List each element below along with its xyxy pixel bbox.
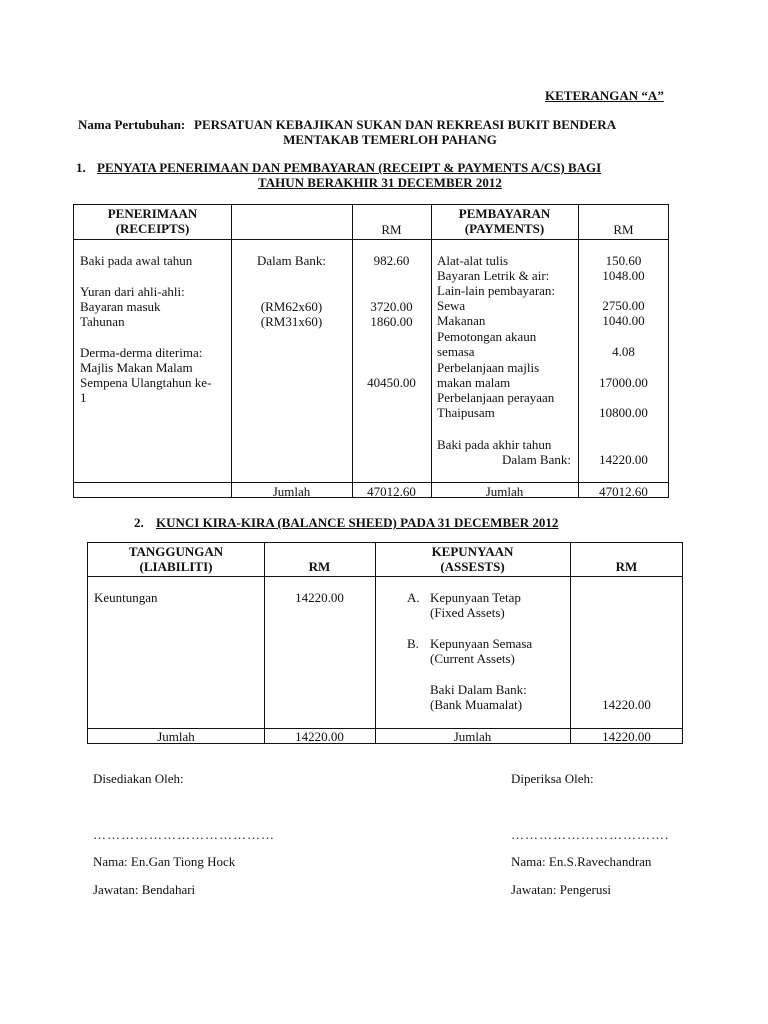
receipts-payments-table — [73, 204, 669, 498]
assets-header-line2: (ASSESTS) — [440, 559, 505, 574]
annual-fee-calc: (RM31x60) — [260, 314, 323, 329]
member-fees-label: Yuran dari ahli-ahli: — [80, 284, 185, 299]
other-payments-label: Lain-lain pembayaran: — [437, 283, 556, 298]
fixed-assets-line1: Kepunyaan Tetap — [430, 590, 521, 605]
liabilities-header-line1: TANGGUNGAN — [128, 544, 224, 559]
assets-rm-header: RM — [615, 559, 638, 574]
fixed-assets-marker: A. — [407, 590, 420, 605]
liabilities-total-amount: 14220.00 — [295, 729, 344, 744]
utilities-amount: 1048.00 — [602, 268, 645, 283]
section2-number: 2. — [134, 515, 144, 530]
stationery-amount: 150.60 — [605, 253, 642, 268]
current-assets-line2: (Current Assets) — [430, 651, 515, 666]
dinner-line1: Majlis Makan Malam — [80, 360, 193, 375]
payments-header-line1: PEMBAYARAN — [458, 206, 551, 221]
entry-fee-calc: (RM62x60) — [260, 299, 323, 314]
dinner-amount: 40450.00 — [367, 375, 416, 390]
prepared-by-position: Jawatan: Bendahari — [93, 882, 196, 897]
checked-by-label: Diperiksa Oleh: — [511, 771, 594, 786]
receipts-total-label: Jumlah — [272, 484, 311, 499]
receipts-total-amount: 47012.60 — [367, 484, 416, 499]
bank-balance-line2: (Bank Muamalat) — [430, 697, 523, 712]
closing-balance-amount: 14220.00 — [599, 452, 648, 467]
food-amount: 1040.00 — [602, 313, 645, 328]
festival-line1: Perbelanjaan perayaan — [437, 390, 555, 405]
checked-signature-line: ……………………………. — [511, 827, 670, 842]
dinner-line2: Sempena Ulangtahun ke- — [80, 375, 212, 390]
section1-number: 1. — [76, 160, 86, 175]
checked-by-name: Nama: En.S.Ravechandran — [511, 854, 652, 869]
dinner-line3: 1 — [80, 390, 87, 405]
payments-total-label: Jumlah — [485, 484, 524, 499]
closing-balance-label: Baki pada akhir tahun — [437, 437, 552, 452]
prepared-by-name: Nama: En.Gan Tiong Hock — [93, 854, 236, 869]
section1-title-line2: TAHUN BERAKHIR 31 DECEMBER 2012 — [258, 175, 502, 190]
checked-by-position: Jawatan: Pengerusi — [511, 882, 612, 897]
dinner-expense-amount: 17000.00 — [599, 375, 648, 390]
assets-header-line1: KEPUNYAAN — [431, 544, 514, 559]
section2-title: KUNCI KIRA-KIRA (BALANCE SHEED) PADA 31 DECEMBER 2012 — [156, 515, 559, 530]
receipts-rm-header: RM — [381, 222, 402, 237]
annual-fee-amount: 1860.00 — [370, 314, 413, 329]
stationery-label: Alat-alat tulis — [437, 253, 509, 268]
liabilities-rm-header: RM — [308, 559, 331, 574]
current-assets-line1: Kepunyaan Semasa — [430, 636, 533, 651]
deduction-amount: 4.08 — [612, 344, 635, 359]
festival-line2: Thaipusam — [437, 405, 495, 420]
bank-balance-amount: 14220.00 — [602, 697, 651, 712]
org-label: Nama Pertubuhan: — [78, 117, 186, 132]
bank-balance-line1: Baki Dalam Bank: — [430, 682, 527, 697]
prepared-by-label: Disediakan Oleh: — [93, 771, 184, 786]
rent-amount: 2750.00 — [602, 298, 645, 313]
opening-balance-label: Baki pada awal tahun — [80, 253, 193, 268]
payments-rm-header: RM — [613, 222, 634, 237]
entry-fee-label: Bayaran masuk — [80, 299, 161, 314]
opening-balance-amount: 982.60 — [373, 253, 410, 268]
festival-amount: 10800.00 — [599, 405, 648, 420]
annual-fee-label: Tahunan — [80, 314, 125, 329]
utilities-label: Bayaran Letrik & air: — [437, 268, 550, 283]
current-assets-marker: B. — [407, 636, 419, 651]
deduction-line1: Pemotongan akaun — [437, 329, 537, 344]
payments-header-line2: (PAYMENTS) — [464, 221, 545, 236]
payments-total-amount: 47012.60 — [599, 484, 648, 499]
org-name-line2: MENTAKAB TEMERLOH PAHANG — [283, 132, 497, 147]
balance-sheet-table — [87, 542, 683, 744]
deduction-line2: semasa — [437, 344, 475, 359]
receipts-header-line2: (RECEIPTS) — [115, 221, 190, 236]
prepared-signature-line: ………………………………… — [93, 827, 275, 842]
liabilities-header-line2: (LIABILITI) — [139, 559, 213, 574]
profit-amount: 14220.00 — [295, 590, 344, 605]
section1-title-line1: PENYATA PENERIMAAN DAN PEMBAYARAN (RECEIPT & PAYMENTS A/CS) BAGI — [97, 160, 602, 175]
liabilities-total-label: Jumlah — [157, 729, 195, 744]
opening-balance-source: Dalam Bank: — [257, 253, 326, 268]
entry-fee-amount: 3720.00 — [370, 299, 413, 314]
dinner-expense-line1: Perbelanjaan majlis — [437, 360, 540, 375]
receipts-header-line1: PENERIMAAN — [107, 206, 198, 221]
fixed-assets-line2: (Fixed Assets) — [430, 605, 505, 620]
food-label: Makanan — [437, 313, 486, 328]
dinner-expense-line2: makan malam — [437, 375, 511, 390]
profit-label: Keuntungan — [94, 590, 158, 605]
assets-total-amount: 14220.00 — [602, 729, 651, 744]
donations-label: Derma-derma diterima: — [80, 345, 203, 360]
annex-label: KETERANGAN “A” — [545, 88, 664, 103]
closing-balance-source: Dalam Bank: — [502, 452, 571, 467]
org-name-line1: PERSATUAN KEBAJIKAN SUKAN DAN REKREASI BUKIT BENDERA — [194, 117, 617, 132]
assets-total-label: Jumlah — [453, 729, 492, 744]
rent-label: Sewa — [437, 298, 466, 313]
